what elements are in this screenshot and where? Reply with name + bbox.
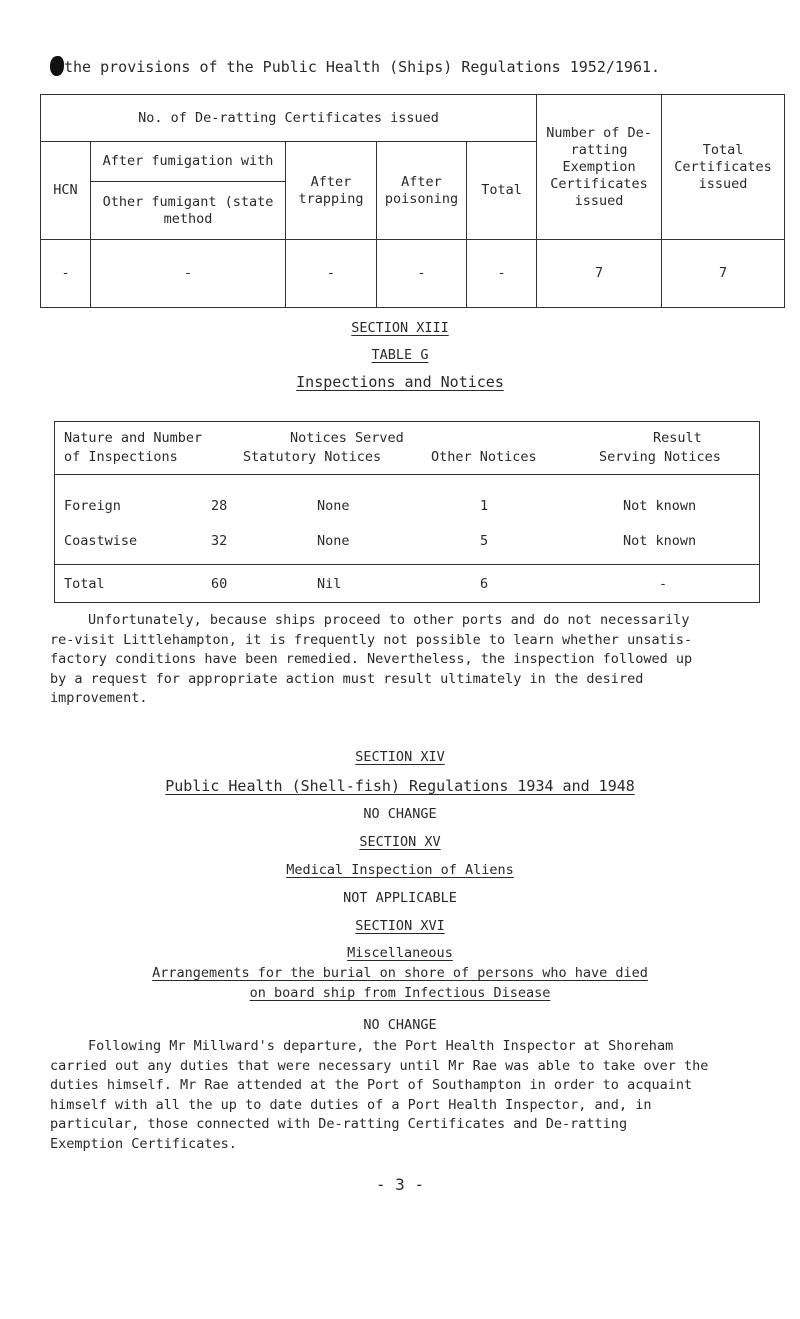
inspections-notices-table	[54, 421, 760, 603]
page-header: the provisions of the Public Health (Ships) Regulations 1952/1961.	[64, 58, 661, 76]
total-certificates-header: Total Certificates issued	[662, 95, 785, 240]
total-header: Total	[467, 142, 537, 240]
after-poisoning-header: After poisoning	[377, 142, 467, 240]
col1-header-line2: of Inspections	[64, 449, 178, 465]
table1-cell: -	[286, 240, 377, 308]
row-total-other: 6	[480, 576, 489, 592]
table1-cell: -	[41, 240, 91, 308]
after-trapping-header: After trapping	[286, 142, 377, 240]
row-foreign-nature: Foreign	[64, 498, 121, 514]
row-total-nature: Total	[64, 576, 105, 592]
section15-title: Medical Inspection of Aliens	[286, 862, 514, 878]
section15-status: NOT APPLICABLE	[343, 890, 457, 906]
section16-heading: SECTION XVI	[355, 918, 445, 934]
section16-line2: on board ship from Infectious Disease	[249, 985, 551, 1001]
page-number: - 3 -	[375, 1175, 425, 1194]
table1-title: No. of De-ratting Certificates issued	[41, 95, 537, 142]
paragraph-2-line: himself with all the up to date duties of a Port Health Inspector, and, in	[50, 1096, 652, 1113]
paragraph-2-line: Exemption Certificates.	[50, 1135, 237, 1152]
table2-divider	[55, 564, 759, 565]
paragraph-1-line: by a request for appropriate action must result ultimately in the desired	[50, 670, 644, 687]
paragraph-1-line: improvement.	[50, 690, 148, 706]
paragraph-1-line: Unfortunately, because ships proceed to other ports and do not necessarily	[88, 612, 690, 628]
row-coastwise-nature: Coastwise	[64, 533, 138, 549]
row-total-number: 60	[211, 576, 228, 592]
deratting-certificates-table	[40, 94, 785, 308]
row-foreign-statutory: None	[317, 498, 350, 514]
hcn-header: HCN	[41, 142, 91, 240]
other-fumigant-header: Other fumigant (state method	[91, 182, 286, 240]
section15-heading: SECTION XV	[359, 834, 441, 850]
paragraph-2	[50, 1037, 790, 1154]
table1-cell: -	[91, 240, 286, 308]
inspections-subtitle: Inspections and Notices	[296, 373, 504, 391]
paragraph-2-line: duties himself. Mr Rae attended at the Port of Southampton in order to acquaint	[50, 1077, 693, 1093]
table-g-label: TABLE G	[371, 347, 429, 363]
row-foreign-number: 28	[211, 498, 228, 514]
row-coastwise-statutory: None	[317, 533, 350, 549]
row-coastwise-other: 5	[480, 533, 489, 549]
section14-status: NO CHANGE	[363, 806, 437, 822]
row-foreign-result: Not known	[623, 498, 697, 514]
section16-line1: Arrangements for the burial on shore of persons who have died	[152, 965, 648, 981]
row-total-result: -	[659, 576, 668, 592]
paragraph-2-line: carried out any duties that were necessary until Mr Rae was able to take over the	[50, 1057, 709, 1074]
section16-status: NO CHANGE	[363, 1017, 437, 1033]
table1-cell: 7	[537, 240, 662, 308]
col2-header-other: Other Notices	[431, 449, 537, 465]
table1-cell: -	[467, 240, 537, 308]
paragraph-2-line: Following Mr Millward's departure, the Port Health Inspector at Shoreham	[88, 1038, 674, 1054]
row-total-statutory: Nil	[317, 576, 342, 592]
paragraph-2-line: particular, those connected with De-ratting Certificates and De-ratting	[50, 1116, 628, 1132]
table1-cell: -	[377, 240, 467, 308]
section14-heading: SECTION XIV	[355, 749, 445, 765]
row-foreign-other: 1	[480, 498, 489, 514]
col2-header-statutory: Statutory Notices	[243, 449, 382, 465]
col3-header-line2: Serving Notices	[599, 449, 721, 465]
row-coastwise-number: 32	[211, 533, 228, 549]
ink-blot	[50, 56, 64, 76]
section13-heading: SECTION XIII	[351, 320, 449, 336]
after-fumigation-header: After fumigation with	[91, 142, 286, 182]
paragraph-1-line: re-visit Littlehampton, it is frequently not possible to learn whether unsatis-	[50, 631, 693, 648]
col3-header-line1: Result	[653, 430, 702, 446]
table2-divider	[55, 474, 759, 475]
col2-header-line1: Notices Served	[290, 430, 404, 446]
section14-title: Public Health (Shell-fish) Regulations 1934 and 1948	[165, 777, 635, 795]
col1-header-line1: Nature and Number	[64, 430, 203, 446]
exemption-header: Number of De-ratting Exemption Certificates issued	[537, 95, 662, 240]
section16-title: Miscellaneous	[347, 945, 453, 961]
row-coastwise-result: Not known	[623, 533, 697, 549]
paragraph-1	[50, 611, 790, 709]
table1-cell: 7	[662, 240, 785, 308]
paragraph-1-line: factory conditions have been remedied. Nevertheless, the inspection followed up	[50, 651, 693, 667]
